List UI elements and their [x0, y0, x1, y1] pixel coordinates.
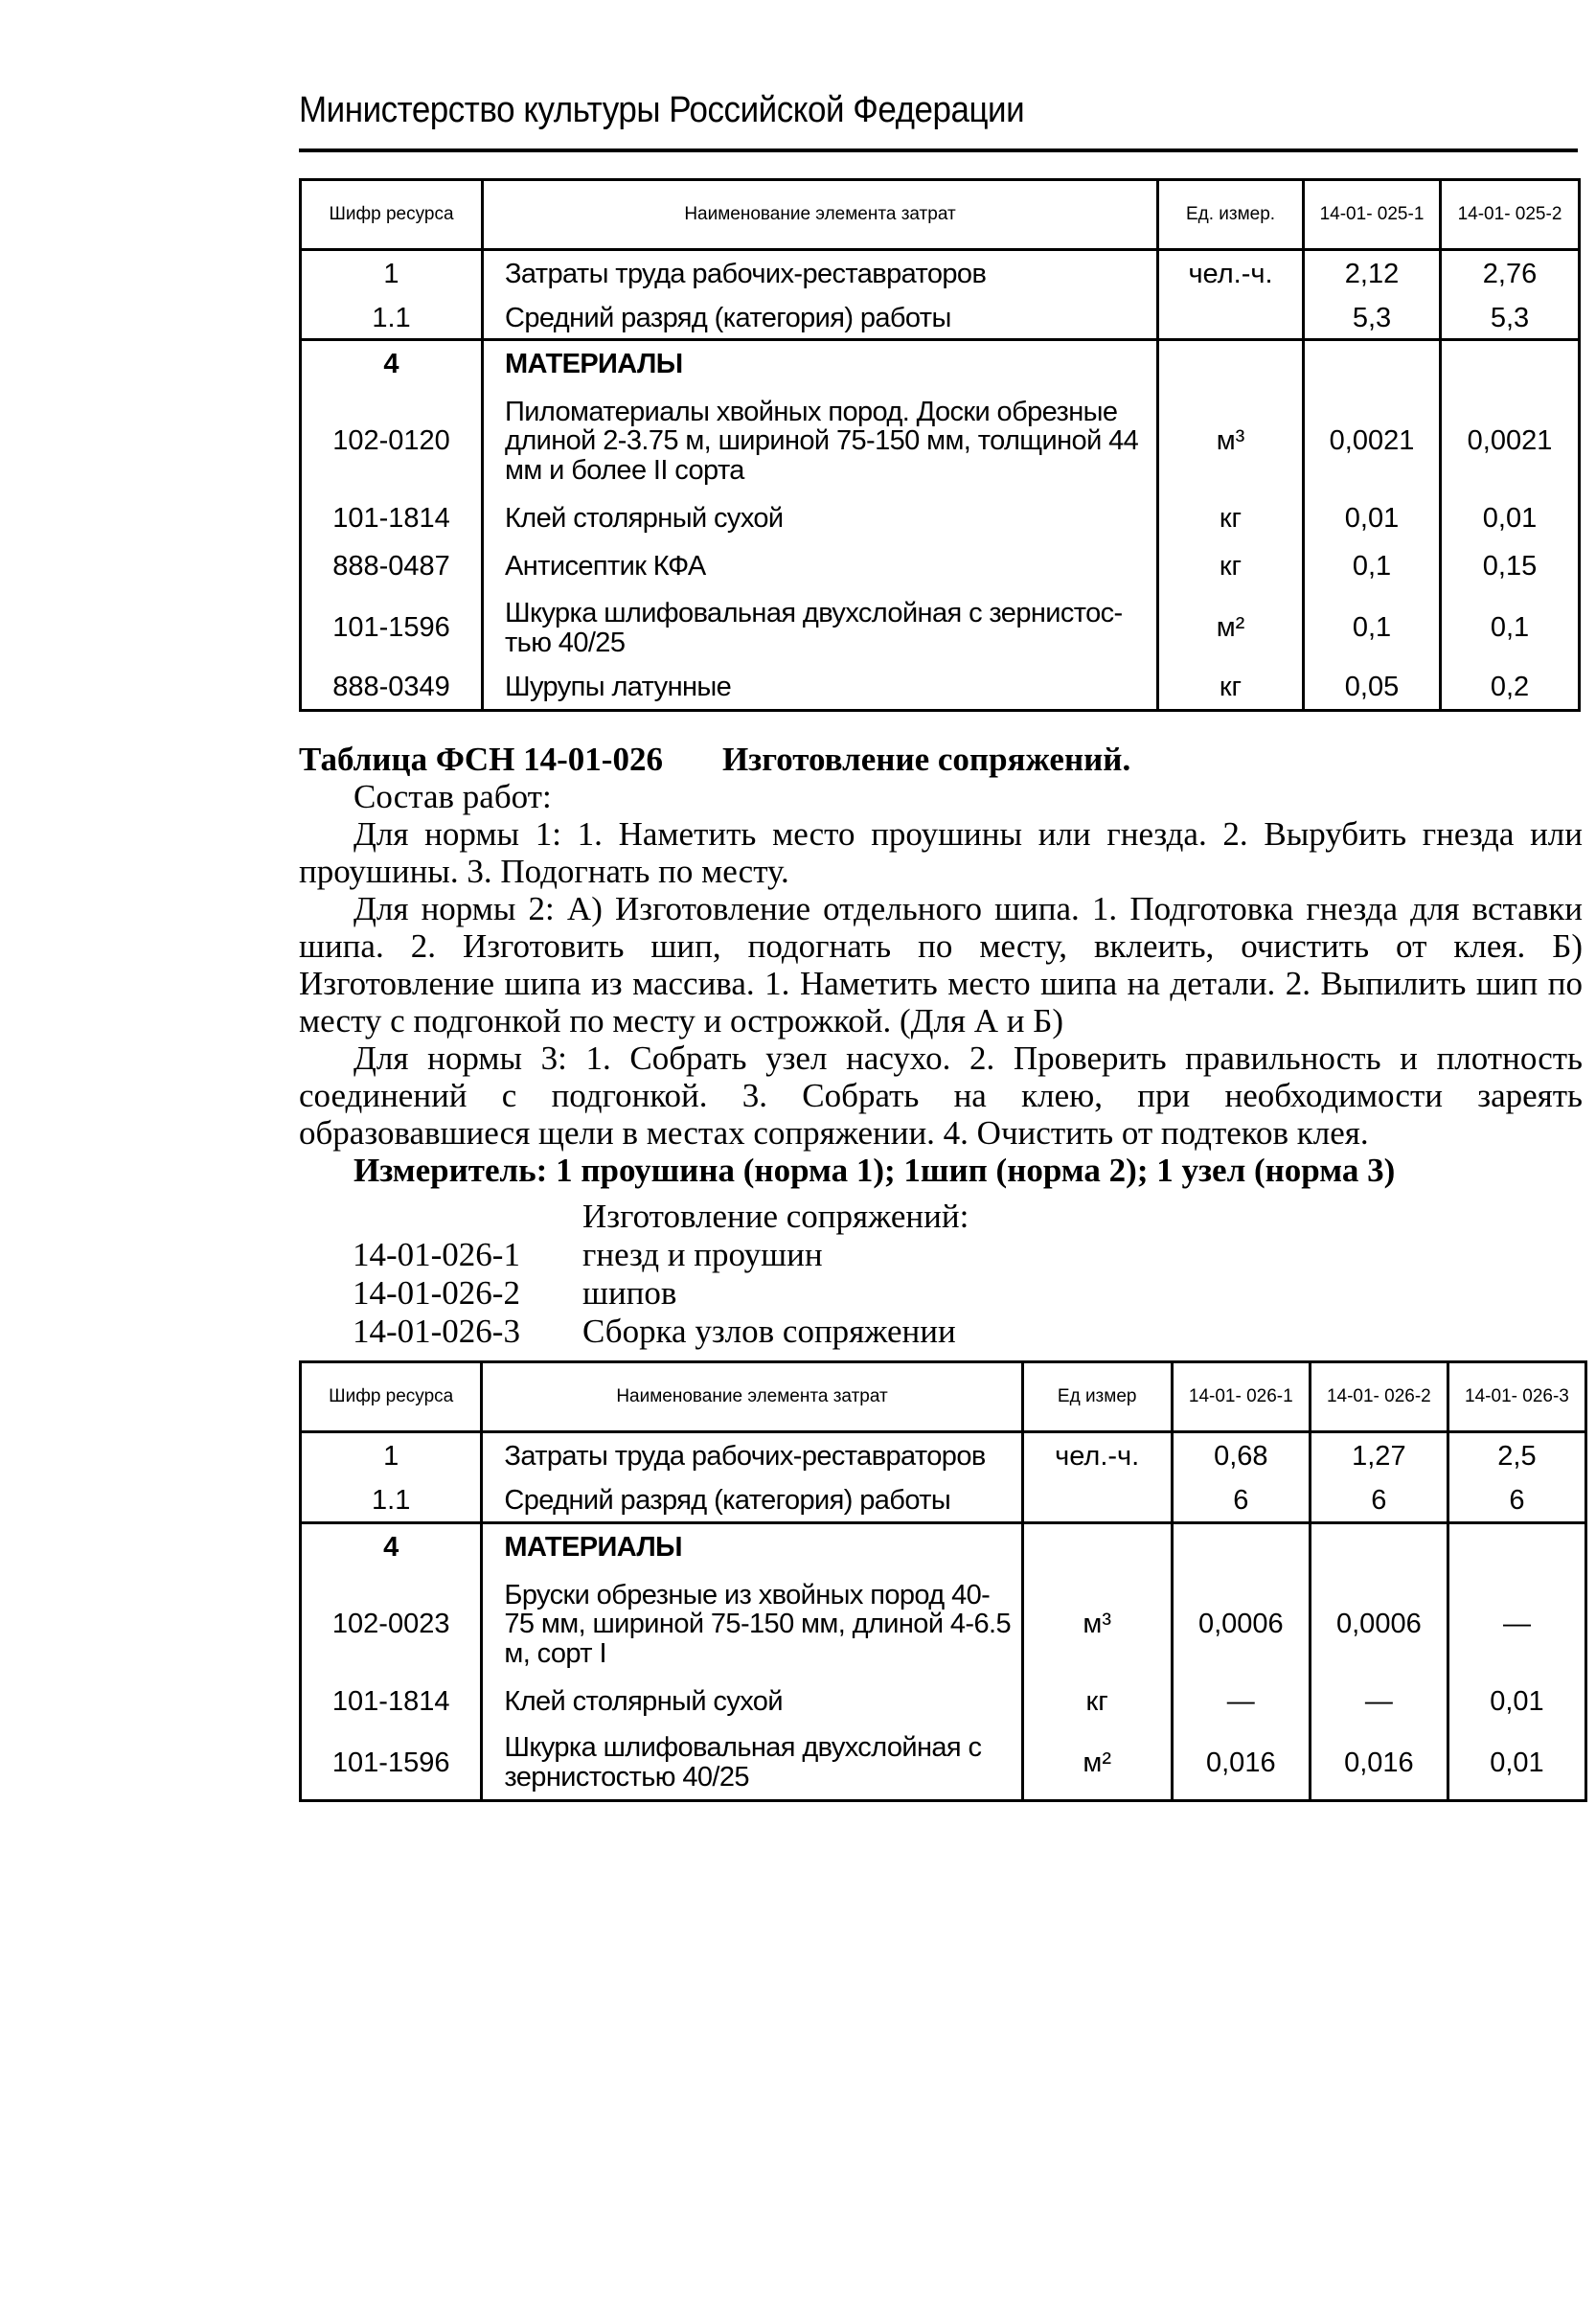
cell-name: Антисептик КФА: [483, 543, 1158, 591]
cell-value: 6: [1448, 1480, 1585, 1523]
cell-value: 6: [1310, 1480, 1448, 1523]
cell-value: 0,01: [1448, 1679, 1585, 1726]
norm-list: [353, 1198, 969, 1351]
cell-value: 0,0006: [1310, 1571, 1448, 1679]
cell-unit: чел.-ч.: [1158, 250, 1304, 298]
table-caption: [299, 741, 1583, 778]
work-description: [299, 741, 1583, 1189]
header-name: Наименование элемента затрат: [482, 1362, 1022, 1432]
cell-name: МАТЕРИАЛЫ: [483, 340, 1158, 388]
cell-value: [1310, 1523, 1448, 1571]
cell-unit: [1158, 340, 1304, 388]
cell-unit: [1022, 1480, 1172, 1523]
table-row: [301, 388, 1580, 495]
cell-value: [1172, 1523, 1310, 1571]
header-unit: Ед. измер.: [1158, 180, 1304, 250]
cell-unit: кг: [1022, 1679, 1172, 1726]
list-item: [353, 1313, 969, 1351]
cell-name: Шкурка шлифовальная двухслойная с зернистос- тью 40/25: [483, 591, 1158, 666]
table-row: [301, 495, 1580, 543]
cell-value: 0,0006: [1172, 1571, 1310, 1679]
page-header: Министерство культуры Российской Федерации: [299, 90, 1025, 130]
norm1-text: Для нормы 1: 1. Наметить место проушины или гнезда. 2. Вырубить гнезда или проушины. 3. Подогнать по месту.: [299, 815, 1583, 890]
cell-value: 1,27: [1310, 1432, 1448, 1480]
table-row: [301, 1480, 1586, 1523]
table-row: [301, 250, 1580, 298]
cell-unit: м²: [1158, 591, 1304, 666]
cost-table-025: [299, 178, 1581, 712]
cell-value: 0,016: [1172, 1726, 1310, 1801]
cell-name: Пиломатериалы хвойных пород. Доски обрезные длиной 2-3.75 м, шириной 75-150 мм, толщиной 44 мм и более II сорта: [483, 388, 1158, 495]
list-item: [353, 1274, 969, 1313]
list-item-label: шипов: [582, 1274, 677, 1312]
table-row: [301, 1571, 1586, 1679]
cell-name: Клей столярный сухой: [483, 495, 1158, 543]
cell-value: 0,01: [1448, 1726, 1585, 1801]
cell-name: Затраты труда рабочих-реставраторов: [483, 250, 1158, 298]
cell-name: МАТЕРИАЛЫ: [482, 1523, 1022, 1571]
cell-value: [1441, 340, 1580, 388]
cell-code: 1: [301, 250, 483, 298]
cell-unit: кг: [1158, 495, 1304, 543]
cell-value: 0,01: [1304, 495, 1441, 543]
table-header-row: [301, 1362, 1586, 1432]
cell-value: 0,01: [1441, 495, 1580, 543]
header-unit: Ед измер: [1022, 1362, 1172, 1432]
norm3-text: Для нормы 3: 1. Собрать узел насухо. 2. Проверить правильность и плотность соединений с подгонкой. 3. Собрать на клею, при необходимости зареять образовавшиеся щели в местах сопряжении. 4. Очистить от подтеков клея.: [299, 1039, 1583, 1152]
cell-unit: м²: [1022, 1726, 1172, 1801]
cell-code: 101-1596: [301, 1726, 482, 1801]
cell-name: Шкурка шлифовальная двухслойная с зернистостью 40/25: [482, 1726, 1022, 1801]
cell-code: 102-0023: [301, 1571, 482, 1679]
cell-unit: м³: [1158, 388, 1304, 495]
cell-value: 2,12: [1304, 250, 1441, 298]
cell-code: 1.1: [301, 1480, 482, 1523]
cell-value: 0,1: [1304, 543, 1441, 591]
table-row: [301, 1726, 1586, 1801]
table-row-section: [301, 1523, 1586, 1571]
list-item-code: 14-01-026-3: [353, 1313, 520, 1350]
cell-value: 5,3: [1441, 298, 1580, 340]
table-label: Таблица ФСН 14-01-026: [299, 741, 663, 778]
list-item-code: 14-01-026-2: [353, 1274, 520, 1312]
list-item-label: гнезд и проушин: [582, 1236, 823, 1273]
cell-code: 101-1814: [301, 495, 483, 543]
work-composition-heading: Состав работ:: [353, 778, 552, 815]
cell-value: —: [1172, 1679, 1310, 1726]
cell-value: 2,5: [1448, 1432, 1585, 1480]
cell-name: Клей столярный сухой: [482, 1679, 1022, 1726]
cell-unit: кг: [1158, 666, 1304, 711]
list-item-code: 14-01-026-1: [353, 1236, 520, 1273]
header-code: Шифр ресурса: [301, 1362, 482, 1432]
table-row: [301, 298, 1580, 340]
cell-code: 888-0487: [301, 543, 483, 591]
list-item-label: Сборка узлов сопряжении: [582, 1313, 956, 1350]
cell-value: 5,3: [1304, 298, 1441, 340]
table-title: Изготовление сопряжений.: [721, 741, 1131, 778]
cell-name: Средний разряд (категория) работы: [482, 1480, 1022, 1523]
cell-code: 101-1596: [301, 591, 483, 666]
meter-text: Измеритель: 1 проушина (норма 1); 1шип (норма 2); 1 узел (норма 3): [353, 1152, 1396, 1189]
cell-code: 4: [301, 1523, 482, 1571]
cell-value: 0,1: [1441, 591, 1580, 666]
cell-unit: [1158, 298, 1304, 340]
cell-name: Средний разряд (категория) работы: [483, 298, 1158, 340]
cell-value: [1448, 1523, 1585, 1571]
cell-unit: м³: [1022, 1571, 1172, 1679]
header-rule: [299, 148, 1578, 152]
header-name: Наименование элемента затрат: [483, 180, 1158, 250]
table-row: [301, 591, 1580, 666]
cell-value: 6: [1172, 1480, 1310, 1523]
cell-value: 0,0021: [1304, 388, 1441, 495]
cell-value: 2,76: [1441, 250, 1580, 298]
cell-code: 1: [301, 1432, 482, 1480]
cell-value: 0,1: [1304, 591, 1441, 666]
cell-value: [1304, 340, 1441, 388]
cell-value: 0,05: [1304, 666, 1441, 711]
cell-name: Бруски обрезные из хвойных пород 40-75 мм, шириной 75-150 мм, длиной 4-6.5 м, сорт I: [482, 1571, 1022, 1679]
cell-value: 0,15: [1441, 543, 1580, 591]
cell-value: 0,2: [1441, 666, 1580, 711]
header-col1: 14-01- 026-1: [1172, 1362, 1310, 1432]
table-row: [301, 1432, 1586, 1480]
table-row: [301, 543, 1580, 591]
cell-value: 0,0021: [1441, 388, 1580, 495]
cell-unit: чел.-ч.: [1022, 1432, 1172, 1480]
cell-code: 1.1: [301, 298, 483, 340]
table-header-row: [301, 180, 1580, 250]
norm2-text: Для нормы 2: А) Изготовление отдельного шипа. 1. Подготовка гнезда для вставки шипа. 2. Изготовить шип, подогнать по месту, вклеить, очистить от клея. Б) Изготовление шипа из массива. 1. Наметить место шипа на детали. 2. Выпилить шип по месту с подгонкой по месту и острожкой. (Для А и Б): [299, 890, 1583, 1039]
cell-code: 4: [301, 340, 483, 388]
norm-list-caption: Изготовление сопряжений:: [582, 1198, 969, 1235]
header-col1: 14-01- 025-1: [1304, 180, 1441, 250]
cost-table-026: [299, 1360, 1587, 1802]
cell-code: 888-0349: [301, 666, 483, 711]
header-col2: 14-01- 025-2: [1441, 180, 1580, 250]
table-row: [301, 1679, 1586, 1726]
cell-unit: кг: [1158, 543, 1304, 591]
cell-name: Шурупы латунные: [483, 666, 1158, 711]
header-col2: 14-01- 026-2: [1310, 1362, 1448, 1432]
header-code: Шифр ресурса: [301, 180, 483, 250]
cell-code: 102-0120: [301, 388, 483, 495]
cell-unit: [1022, 1523, 1172, 1571]
table-row-section: [301, 340, 1580, 388]
cell-value: —: [1448, 1571, 1585, 1679]
cell-code: 101-1814: [301, 1679, 482, 1726]
list-item: [353, 1236, 969, 1274]
cell-value: 0,016: [1310, 1726, 1448, 1801]
cell-value: 0,68: [1172, 1432, 1310, 1480]
cell-name: Затраты труда рабочих-реставраторов: [482, 1432, 1022, 1480]
header-col3: 14-01- 026-3: [1448, 1362, 1585, 1432]
table-row: [301, 666, 1580, 711]
cell-value: —: [1310, 1679, 1448, 1726]
